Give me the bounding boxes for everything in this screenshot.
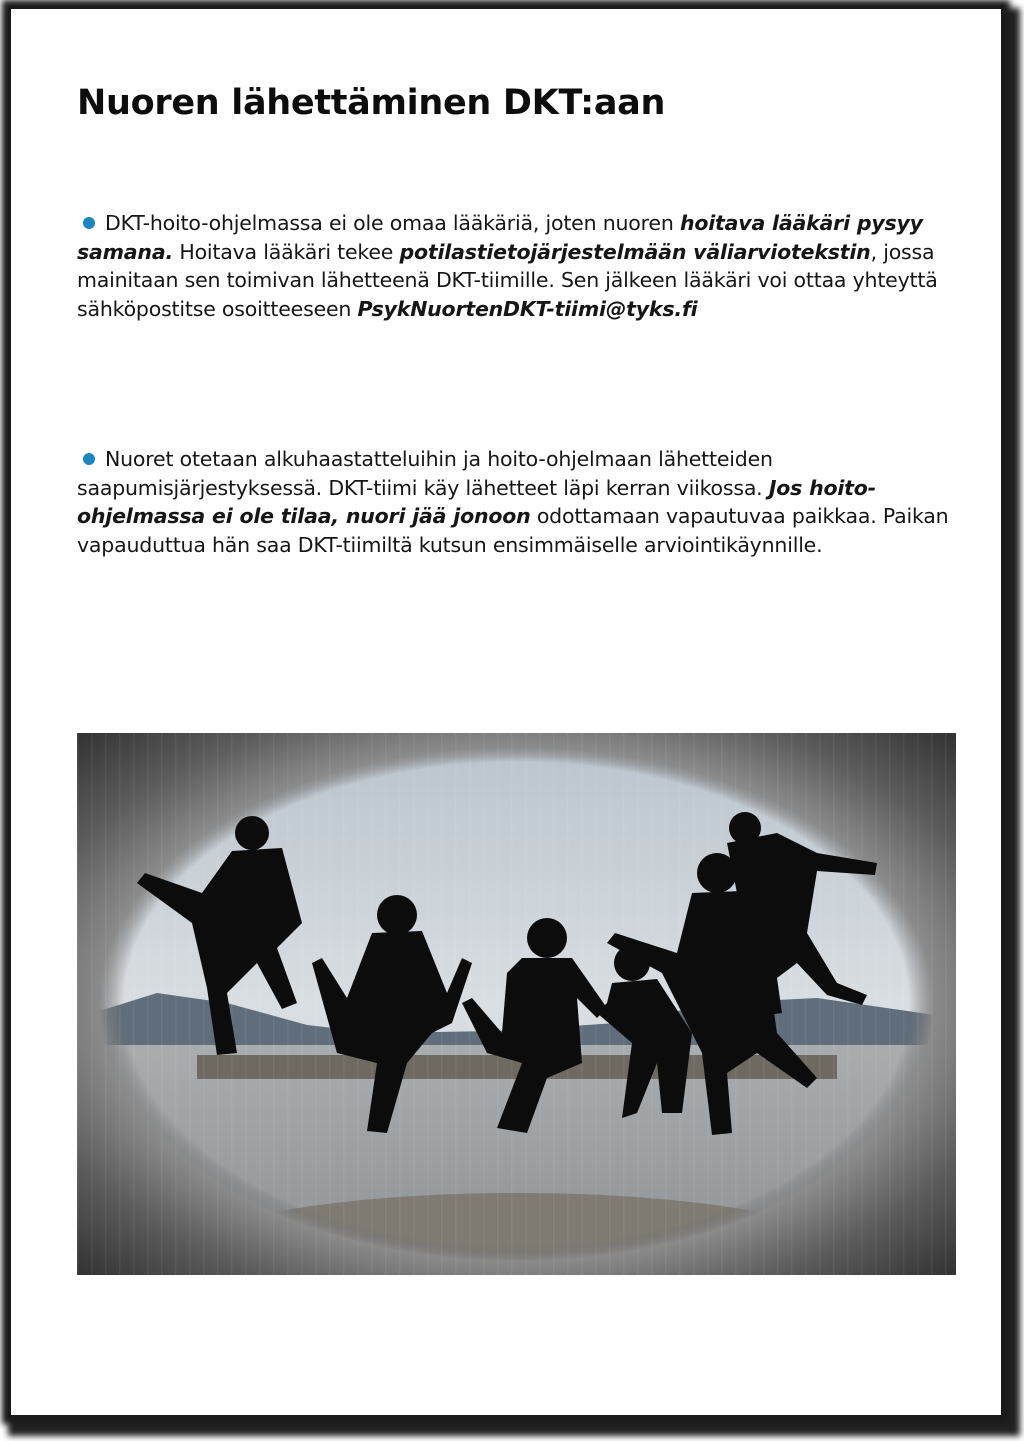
text-run: DKT-hoito-ohjelmassa ei ole omaa lääkäriä, joten nuoren — [105, 211, 680, 235]
document-page — [8, 6, 1004, 1418]
emphasis-text: Jos hoito-ohjelmassa ei ole tilaa, nuori jää jonoon — [77, 475, 876, 528]
emphasis-text: hoitava lääkäri pysyy samana. — [77, 211, 923, 264]
silhouettes-tunnel-photo — [77, 733, 956, 1275]
paragraph-queue — [77, 445, 967, 559]
text-run: , jossa mainitaan sen toimivan lähetteenä DKT-tiimille. Sen jälkeen lääkäri voi ottaa yhteyttä sähköpostitse osoitteeseen — [77, 239, 938, 321]
paragraph-referral — [77, 209, 967, 323]
bullet-icon — [83, 217, 95, 229]
text-run: Hoitava lääkäri tekee — [173, 239, 400, 264]
email-address: PsykNuortenDKT-tiimi@tyks.fi — [357, 296, 698, 321]
bullet-icon — [83, 453, 95, 465]
emphasis-text: potilastietojärjestelmään väliarviotekstin — [399, 239, 871, 264]
text-run: Nuoret otetaan alkuhaastatteluihin ja hoito-ohjelmaan lähetteiden saapumisjärjestyksessä. DKT-tiimi käy lähetteet läpi kerran viikossa. — [77, 447, 773, 500]
text-run: odottamaan vapautuvaa paikkaa. Paikan vapauduttua hän saa DKT-tiimiltä kutsun ensimmäiselle arviointikäynnille. — [77, 504, 949, 557]
page-title: Nuoren lähettäminen DKT:aan — [77, 83, 666, 123]
